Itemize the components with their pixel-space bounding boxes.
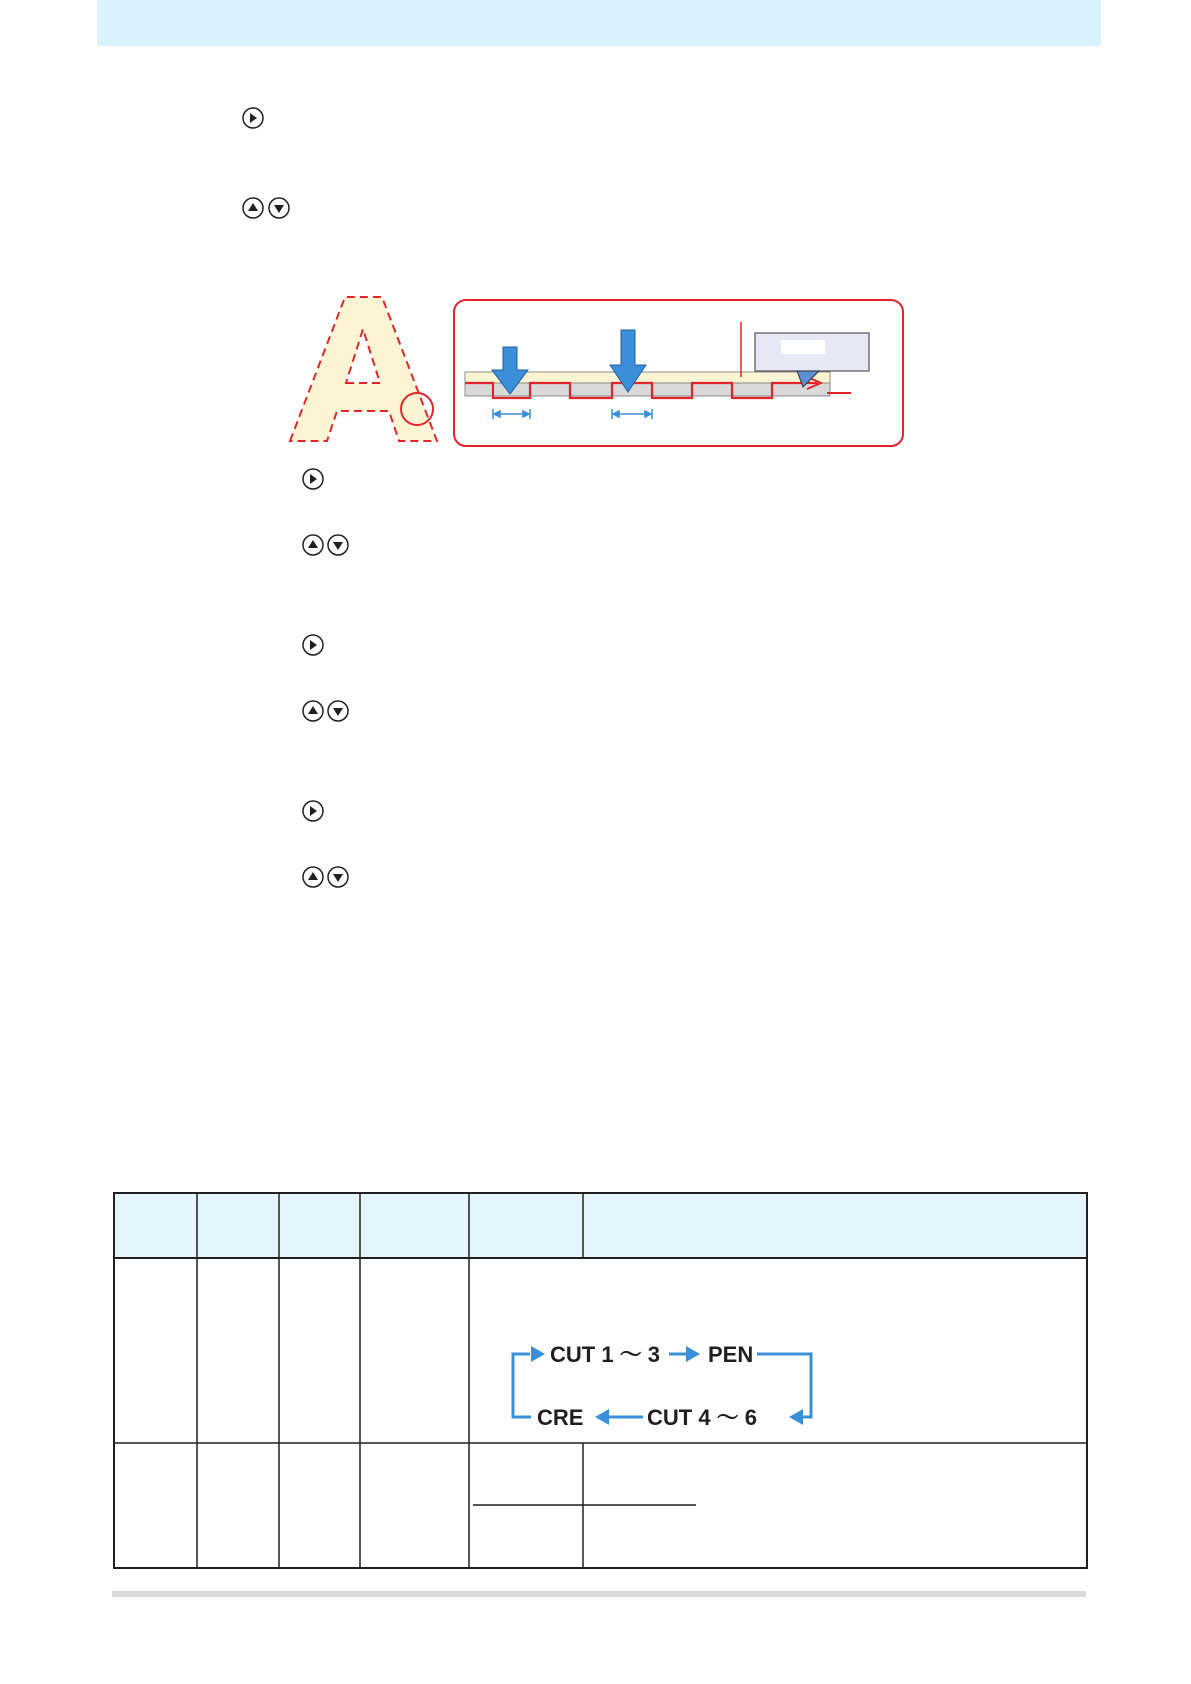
- perforation-cut-diagram: [285, 293, 913, 453]
- letter-a-shape: [290, 297, 437, 441]
- down-key-icon: [326, 865, 350, 889]
- down-key-icon: [267, 196, 291, 220]
- up-key-icon: [241, 196, 265, 220]
- right-key-icon: [301, 799, 325, 823]
- flow-cre: CRE: [537, 1405, 584, 1430]
- up-key-icon: [301, 865, 325, 889]
- header-band: [97, 0, 1101, 46]
- right-key-icon: [241, 106, 265, 130]
- up-key-icon: [301, 533, 325, 557]
- right-key-icon: [301, 633, 325, 657]
- table-header-row: [114, 1193, 1087, 1258]
- right-key-icon: [301, 467, 325, 491]
- settings-table: [113, 1192, 1088, 1569]
- down-key-icon: [326, 533, 350, 557]
- flow-cut-1-3: CUT 1 ～ 3: [550, 1342, 661, 1367]
- tool-cycle-flow: [513, 1342, 811, 1430]
- flow-cut-4-6: CUT 4 ～ 6: [647, 1405, 758, 1430]
- media-base-layer: [465, 383, 830, 396]
- up-key-icon: [301, 699, 325, 723]
- down-key-icon: [326, 699, 350, 723]
- footer-rule: [112, 1591, 1086, 1597]
- flow-pen: PEN: [708, 1342, 754, 1367]
